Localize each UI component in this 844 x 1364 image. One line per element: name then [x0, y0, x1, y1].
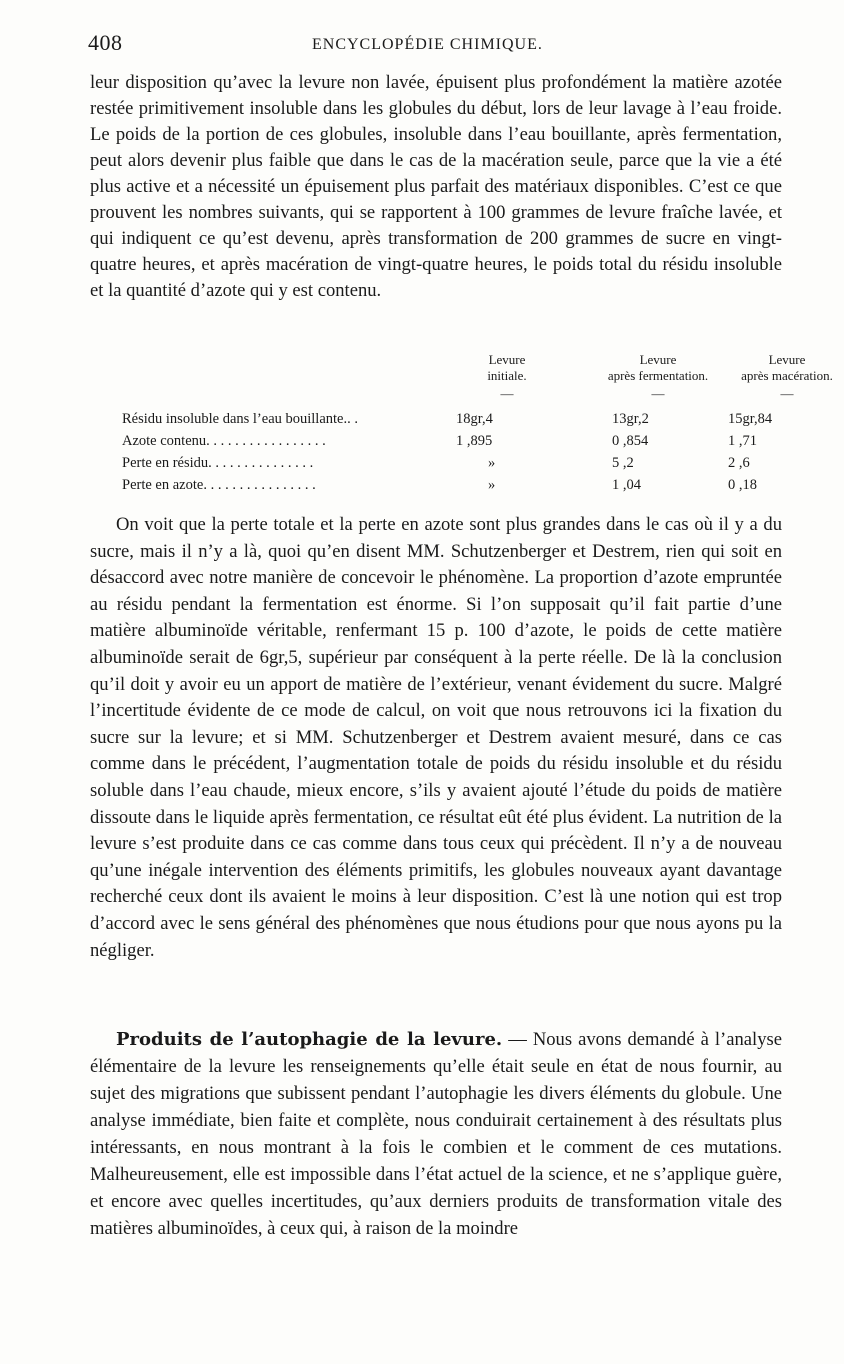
column-header-line1: Levure — [488, 352, 526, 367]
column-header-maceration — [730, 352, 844, 400]
value-initiale: 18gr,4 — [456, 411, 493, 427]
column-header-fermentation — [588, 352, 728, 400]
paragraph-1 — [90, 70, 782, 304]
value-fermentation: 13gr,2 — [612, 411, 649, 427]
section-paragraph — [90, 1026, 782, 1242]
page-number: 408 — [88, 30, 123, 55]
column-dash: — — [651, 386, 665, 401]
section-separator: — — [502, 1029, 533, 1050]
value-initiale: 1 ,895 — [456, 433, 493, 449]
paragraph-2 — [90, 512, 782, 964]
column-header-line2: après macération. — [741, 368, 833, 383]
paragraph-2-text: On voit que la perte totale et la perte en azote sont plus grandes dans le cas où il y a du sucre, mais il n’y a là, quoi qu’en disent MM. Schutzenberger et Destrem, rien qui soit en désaccord avec notre manière de concevoir le phénomène. La proportion d’azote empruntée au résidu pendant la fermentation est énorme. Si l’on supposait qu’il fait partie d’une matière albuminoïde véritable, renfermant 15 p. 100 d’azote, le poids de cette matière albuminoïde serait de 6gr,5, supérieur par conséquent à la perte réelle. De là la conclusion qu’il doit y avoir eu un apport de matière de l’extérieur, venant évidement du sucre. Malgré l’incertitude évidente de ce mode de calcul, on voit que nous retrouvons ici la fixation du sucre sur la levure; et si MM. Schutzenberger et Destrem avaient mesuré, dans ce cas comme dans le précédent, l’augmentation totale de poids du résidu insoluble et du résidu soluble dans l’eau chaude, mieux encore, s’ils y avaient ajouté l’étude du poids de matière dissoute dans le liquide après fermentation, ce résultat eût été plus évident. La nutrition de la levure s’est produite dans ce cas comme dans tous ceux qui précèdent. Il n’y a de nouveau qu’une inégale intervention des éléments primitifs, les globules nouveaux ayant davantage recherché ceux dont ils avaient le moins à leur disposition. C’est là une notion qui est trop d’accord avec le sens général des phénomènes que nous étudions pour que nous ayons pu la négliger. — [90, 514, 782, 961]
table-row — [122, 430, 782, 452]
column-header-line1: Levure — [768, 352, 806, 367]
row-label: Perte en azote. . . . . . . . . . . . . . . . — [122, 477, 316, 493]
table-row — [122, 408, 782, 430]
section-body: Nous avons demandé à l’analyse élémentaire de la levure les renseignements qu’elle était seule en état de nous fournir, au sujet des migrations que subissent pendant l’autophagie les divers éléments du globule. Une analyse immédiate, bien faite et complète, nous conduirait certainement à des résultats plus intéressants, en nous montrant à la fois le combien et le comment de ces mutations. Malheureusement, elle est impossible dans l’état actuel de la science, et ne s’applique guère, et encore avec quelles incertitudes, qu’aux derniers produits de transformation vitale des matières albuminoïdes, à ceux qui, à raison de la moindre — [90, 1029, 782, 1239]
paragraph-1-text: leur disposition qu’avec la levure non lavée, épuisent plus profondément la matière azotée restée primitivement insoluble dans les globules du début, lors de leur lavage à l’eau froide. Le poids de la portion de ces globules, insoluble dans l’eau bouillante, après fermentation, peut alors devenir plus faible que dans le cas de la macération seule, parce que la vie a été plus active et a nécessité un épuisement plus parfait des matériaux disponibles. C’est ce que prouvent les nombres suivants, qui se rapportent à 100 grammes de levure fraîche lavée, et qui indiquent ce qu’est devenu, après transformation de 200 grammes de sucre en vingt-quatre heures, et après macération de vingt-quatre heures, le poids total du résidu insoluble et la quantité d’azote qui y est contenu. — [90, 72, 782, 301]
value-fermentation: 0 ,854 — [612, 433, 649, 449]
column-dash: — — [500, 386, 514, 401]
column-header-initiale — [462, 352, 552, 400]
row-label: Perte en résidu. . . . . . . . . . . . . . . — [122, 455, 314, 471]
value-fermentation: 5 ,2 — [612, 455, 634, 471]
column-header-line2: après fermentation. — [607, 368, 709, 383]
table-row — [122, 452, 782, 474]
table-row — [122, 474, 782, 496]
page-header — [88, 30, 780, 60]
value-maceration: 15gr,84 — [728, 411, 773, 427]
value-initiale: » — [488, 477, 496, 493]
column-dash: — — [780, 386, 794, 401]
value-initiale: » — [488, 455, 496, 471]
running-title: ENCYCLOPÉDIE CHIMIQUE. — [312, 36, 543, 53]
section-autophagie — [90, 1026, 782, 1242]
value-maceration: 0 ,18 — [728, 477, 757, 493]
row-label: Résidu insoluble dans l’eau bouillante.. . — [122, 411, 358, 427]
value-maceration: 1 ,71 — [728, 433, 757, 449]
value-maceration: 2 ,6 — [728, 455, 750, 471]
row-label: Azote contenu. . . . . . . . . . . . . . . . . — [122, 433, 326, 449]
section-heading: Produits de l’autophagie de la levure. — [116, 1029, 503, 1050]
column-header-line1: Levure — [639, 352, 677, 367]
value-fermentation: 1 ,04 — [612, 477, 641, 493]
column-header-line2: initiale. — [487, 368, 527, 383]
